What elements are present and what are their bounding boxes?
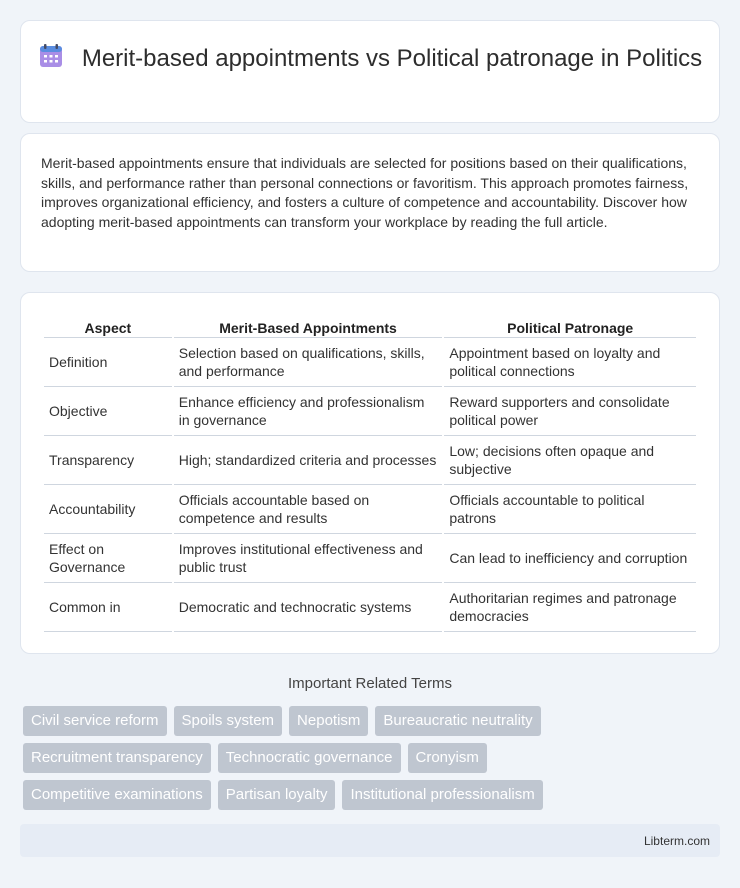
row-aspect: Common in	[44, 583, 172, 632]
tag-institutional-professionalism[interactable]: Institutional professionalism	[342, 780, 542, 810]
intro-text: Merit-based appointments ensure that individuals are selected for positions based on their qualifications, skills, and performance rather than personal connections or favoritism. This approach promotes fairness, improves organizational efficiency, and fosters a culture of competence and accountability. Discover how adopting merit-based appointments can transform your workplace by reading the full article.	[41, 155, 689, 231]
header-merit: Merit-Based Appointments	[174, 317, 443, 338]
tag-cronyism[interactable]: Cronyism	[408, 743, 487, 773]
table-row	[44, 436, 696, 485]
tag-technocratic-governance[interactable]: Technocratic governance	[218, 743, 401, 773]
row-aspect: Transparency	[44, 436, 172, 485]
table-row	[44, 485, 696, 534]
calendar-icon	[38, 43, 64, 69]
tag-recruitment-transparency[interactable]: Recruitment transparency	[23, 743, 211, 773]
row-patronage: Officials accountable to political patrons	[444, 485, 696, 534]
row-merit: High; standardized criteria and processes	[174, 436, 443, 485]
row-aspect: Effect on Governance	[44, 534, 172, 583]
tag-nepotism[interactable]: Nepotism	[289, 706, 368, 736]
table-header-row	[44, 317, 696, 338]
row-patronage: Can lead to inefficiency and corruption	[444, 534, 696, 583]
row-merit: Officials accountable based on competence and results	[174, 485, 443, 534]
title-card	[20, 20, 720, 123]
tag-row	[23, 706, 623, 736]
row-merit: Improves institutional effectiveness and public trust	[174, 534, 443, 583]
page-title-wrap	[21, 43, 719, 73]
tag-row	[23, 780, 623, 810]
tag-spoils-system[interactable]: Spoils system	[174, 706, 283, 736]
tag-row	[23, 743, 623, 773]
row-merit: Democratic and technocratic systems	[174, 583, 443, 632]
row-merit: Enhance efficiency and professionalism in governance	[174, 387, 443, 436]
footer-site-link[interactable]: Libterm.com	[643, 834, 710, 848]
row-aspect: Accountability	[44, 485, 172, 534]
footer	[20, 824, 720, 857]
row-patronage: Authoritarian regimes and patronage democracies	[444, 583, 696, 632]
comparison-card	[20, 292, 720, 654]
tag-civil-service-reform[interactable]: Civil service reform	[23, 706, 167, 736]
row-aspect: Definition	[44, 338, 172, 387]
header-aspect: Aspect	[44, 317, 172, 338]
row-merit: Selection based on qualifications, skills, and performance	[174, 338, 443, 387]
table-row	[44, 338, 696, 387]
tag-bureaucratic-neutrality[interactable]: Bureaucratic neutrality	[375, 706, 540, 736]
page-title: Merit-based appointments vs Political patronage in Politics	[81, 45, 703, 72]
tag-competitive-examinations[interactable]: Competitive examinations	[23, 780, 211, 810]
tag-partisan-loyalty[interactable]: Partisan loyalty	[218, 780, 336, 810]
row-patronage: Appointment based on loyalty and political connections	[444, 338, 696, 387]
table-row	[44, 534, 696, 583]
row-patronage: Reward supporters and consolidate political power	[444, 387, 696, 436]
comparison-table	[42, 317, 698, 632]
row-aspect: Objective	[44, 387, 172, 436]
table-row	[44, 583, 696, 632]
header-patronage: Political Patronage	[444, 317, 696, 338]
related-terms-title: Important Related Terms	[288, 675, 452, 692]
related-terms-tags	[23, 706, 623, 817]
row-patronage: Low; decisions often opaque and subjective	[444, 436, 696, 485]
table-row	[44, 387, 696, 436]
intro-card	[20, 133, 720, 272]
